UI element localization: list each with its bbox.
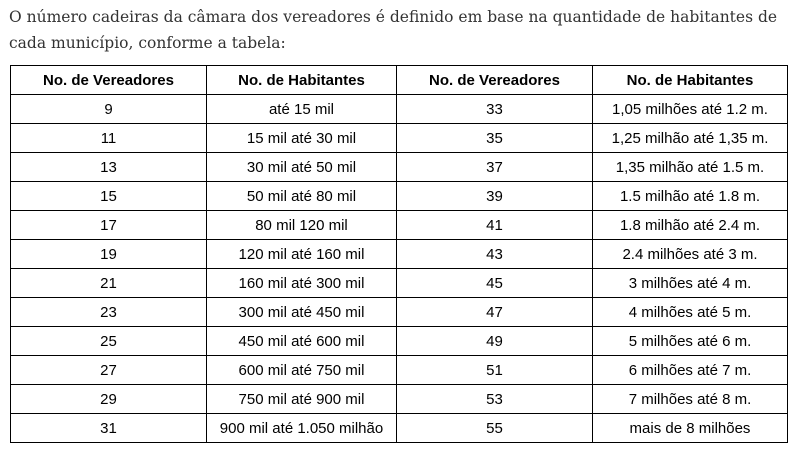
vereadores-right-cell: 49 bbox=[397, 327, 593, 356]
habitantes-right-cell: 5 milhões até 6 m. bbox=[593, 327, 788, 356]
habitantes-left-cell: 600 mil até 750 mil bbox=[207, 356, 397, 385]
vereadores-right-cell: 45 bbox=[397, 269, 593, 298]
vereadores-left-cell: 15 bbox=[11, 182, 207, 211]
habitantes-left-cell: até 15 mil bbox=[207, 95, 397, 124]
habitantes-left-cell: 160 mil até 300 mil bbox=[207, 269, 397, 298]
habitantes-right-cell: 6 milhões até 7 m. bbox=[593, 356, 788, 385]
table-header-row bbox=[11, 66, 788, 95]
vereadores-right-cell: 47 bbox=[397, 298, 593, 327]
habitantes-left-cell: 450 mil até 600 mil bbox=[207, 327, 397, 356]
header-habitantes-right: No. de Habitantes bbox=[593, 66, 788, 95]
vereadores-right-cell: 33 bbox=[397, 95, 593, 124]
habitantes-left-cell: 30 mil até 50 mil bbox=[207, 153, 397, 182]
habitantes-right-cell: 1,35 milhão até 1.5 m. bbox=[593, 153, 788, 182]
habitantes-right-cell: 1,05 milhões até 1.2 m. bbox=[593, 95, 788, 124]
habitantes-left-cell: 120 mil até 160 mil bbox=[207, 240, 397, 269]
councilors-table-container bbox=[10, 65, 788, 443]
vereadores-left-cell: 21 bbox=[11, 269, 207, 298]
table-row bbox=[11, 211, 788, 240]
habitantes-right-cell: 1,25 milhão até 1,35 m. bbox=[593, 124, 788, 153]
header-habitantes-left: No. de Habitantes bbox=[207, 66, 397, 95]
table-row bbox=[11, 385, 788, 414]
vereadores-right-cell: 35 bbox=[397, 124, 593, 153]
vereadores-right-cell: 55 bbox=[397, 414, 593, 443]
vereadores-right-cell: 53 bbox=[397, 385, 593, 414]
habitantes-left-cell: 900 mil até 1.050 milhão bbox=[207, 414, 397, 443]
habitantes-right-cell: 4 milhões até 5 m. bbox=[593, 298, 788, 327]
vereadores-left-cell: 13 bbox=[11, 153, 207, 182]
table-row bbox=[11, 95, 788, 124]
vereadores-left-cell: 23 bbox=[11, 298, 207, 327]
habitantes-right-cell: 2.4 milhões até 3 m. bbox=[593, 240, 788, 269]
habitantes-right-cell: 7 milhões até 8 m. bbox=[593, 385, 788, 414]
vereadores-right-cell: 39 bbox=[397, 182, 593, 211]
table-row bbox=[11, 327, 788, 356]
vereadores-left-cell: 19 bbox=[11, 240, 207, 269]
vereadores-right-cell: 43 bbox=[397, 240, 593, 269]
vereadores-left-cell: 9 bbox=[11, 95, 207, 124]
habitantes-right-cell: mais de 8 milhões bbox=[593, 414, 788, 443]
habitantes-right-cell: 1.8 milhão até 2.4 m. bbox=[593, 211, 788, 240]
table-row bbox=[11, 182, 788, 211]
vereadores-right-cell: 37 bbox=[397, 153, 593, 182]
vereadores-left-cell: 29 bbox=[11, 385, 207, 414]
intro-paragraph: O número cadeiras da câmara dos vereadores é definido em base na quantidade de habitantes de cada município, conforme a tabela: bbox=[9, 8, 778, 52]
header-vereadores-right: No. de Vereadores bbox=[397, 66, 593, 95]
habitantes-left-cell: 300 mil até 450 mil bbox=[207, 298, 397, 327]
header-vereadores-left: No. de Vereadores bbox=[11, 66, 207, 95]
habitantes-left-cell: 15 mil até 30 mil bbox=[207, 124, 397, 153]
table-row bbox=[11, 298, 788, 327]
habitantes-left-cell: 750 mil até 900 mil bbox=[207, 385, 397, 414]
vereadores-left-cell: 27 bbox=[11, 356, 207, 385]
vereadores-left-cell: 31 bbox=[11, 414, 207, 443]
table-row bbox=[11, 269, 788, 298]
habitantes-right-cell: 1.5 milhão até 1.8 m. bbox=[593, 182, 788, 211]
councilors-table bbox=[10, 65, 788, 443]
table-row bbox=[11, 124, 788, 153]
vereadores-right-cell: 41 bbox=[397, 211, 593, 240]
vereadores-left-cell: 17 bbox=[11, 211, 207, 240]
habitantes-left-cell: 50 mil até 80 mil bbox=[207, 182, 397, 211]
vereadores-right-cell: 51 bbox=[397, 356, 593, 385]
table-body bbox=[11, 95, 788, 443]
habitantes-right-cell: 3 milhões até 4 m. bbox=[593, 269, 788, 298]
table-row bbox=[11, 153, 788, 182]
vereadores-left-cell: 11 bbox=[11, 124, 207, 153]
table-row bbox=[11, 414, 788, 443]
habitantes-left-cell: 80 mil 120 mil bbox=[207, 211, 397, 240]
vereadores-left-cell: 25 bbox=[11, 327, 207, 356]
table-row bbox=[11, 240, 788, 269]
table-row bbox=[11, 356, 788, 385]
